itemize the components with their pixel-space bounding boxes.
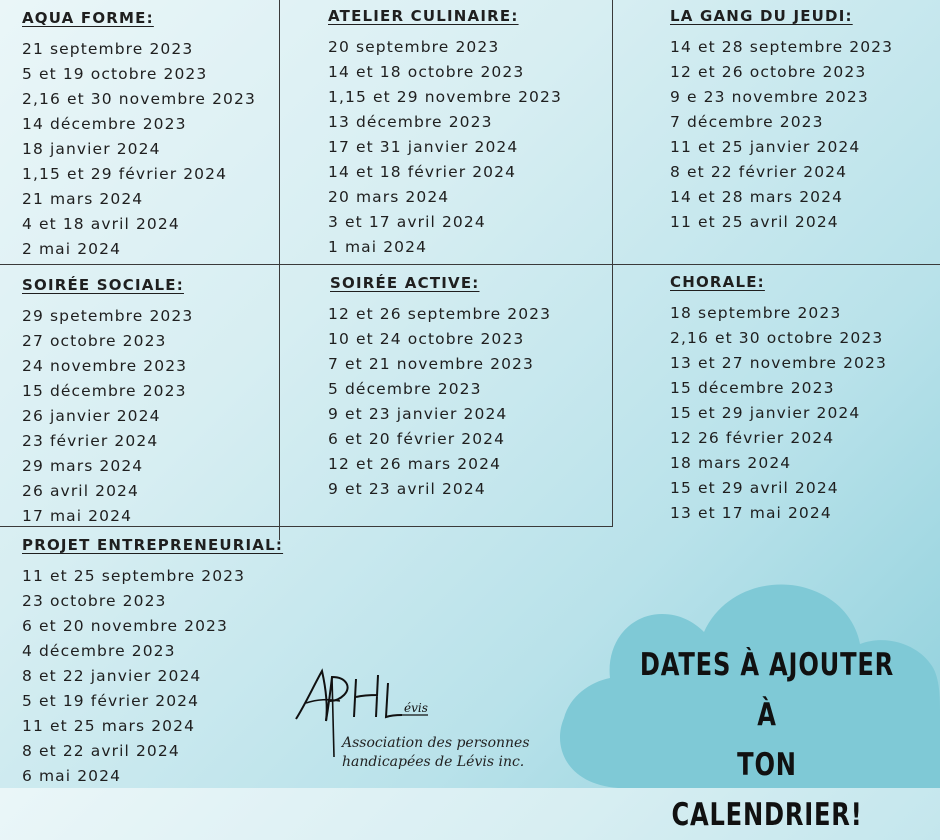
section-title: PROJET ENTREPRENEURIAL:: [22, 536, 284, 554]
date-item: 6 mai 2024: [22, 767, 122, 785]
section-soiree-sociale: [22, 276, 193, 529]
section-title: SOIRÉE ACTIVE:: [330, 274, 480, 292]
date-item: 2,16 et 30 octobre 2023: [670, 329, 884, 347]
date-item: 13 et 17 mai 2024: [670, 504, 832, 522]
date-item: 9 et 23 janvier 2024: [328, 405, 508, 423]
section-title: SOIRÉE SOCIALE:: [22, 276, 184, 294]
section-aqua-forme: [22, 9, 256, 262]
callout-text: [638, 640, 895, 840]
date-item: 20 septembre 2023: [328, 38, 500, 56]
date-item: 13 et 27 novembre 2023: [670, 354, 887, 372]
date-list: [328, 35, 562, 260]
date-item: 12 et 26 mars 2024: [328, 455, 502, 473]
date-item: 15 décembre 2023: [22, 382, 187, 400]
date-item: 7 décembre 2023: [670, 113, 824, 131]
section-title: ATELIER CULINAIRE:: [328, 7, 519, 25]
logo-caption: [342, 734, 530, 772]
date-item: 17 mai 2024: [22, 507, 133, 525]
date-item: 21 mars 2024: [22, 190, 144, 208]
date-item: 8 et 22 janvier 2024: [22, 667, 202, 685]
date-item: 15 et 29 janvier 2024: [670, 404, 861, 422]
divider-vertical-right: [612, 0, 613, 526]
date-item: 3 et 17 avril 2024: [328, 213, 486, 231]
date-item: 14 et 18 février 2024: [328, 163, 517, 181]
section-title: CHORALE:: [670, 273, 765, 291]
date-item: 7 et 21 novembre 2023: [328, 355, 534, 373]
date-item: 15 et 29 avril 2024: [670, 479, 839, 497]
date-item: 27 octobre 2023: [22, 332, 167, 350]
logo-line-1: Association des personnes: [342, 735, 530, 751]
date-item: 2,16 et 30 novembre 2023: [22, 90, 256, 108]
date-item: 11 et 25 septembre 2023: [22, 567, 246, 585]
date-list: [22, 304, 193, 529]
date-item: 5 décembre 2023: [328, 380, 482, 398]
date-item: 1,15 et 29 février 2024: [22, 165, 228, 183]
date-item: 21 septembre 2023: [22, 40, 194, 58]
divider-horizontal-top: [0, 264, 940, 265]
date-item: 23 février 2024: [22, 432, 159, 450]
date-item: 15 décembre 2023: [670, 379, 835, 397]
section-projet-entrepreneurial: [22, 536, 283, 789]
date-item: 17 et 31 janvier 2024: [328, 138, 519, 156]
date-item: 5 et 19 octobre 2023: [22, 65, 208, 83]
date-item: 1,15 et 29 novembre 2023: [328, 88, 562, 106]
date-item: 9 e 23 novembre 2023: [670, 88, 869, 106]
date-item: 24 novembre 2023: [22, 357, 188, 375]
date-item: 4 et 18 avril 2024: [22, 215, 180, 233]
date-item: 14 décembre 2023: [22, 115, 187, 133]
date-item: 8 et 22 avril 2024: [22, 742, 180, 760]
date-item: 26 avril 2024: [22, 482, 139, 500]
section-gang-du-jeudi: [670, 7, 893, 235]
date-item: 29 mars 2024: [22, 457, 144, 475]
callout-line-2: TON CALENDRIER!: [671, 747, 863, 833]
date-item: 29 spetembre 2023: [22, 307, 194, 325]
date-item: 6 et 20 novembre 2023: [22, 617, 228, 635]
date-item: 2 mai 2024: [22, 240, 122, 258]
section-atelier-culinaire: [328, 7, 562, 260]
date-item: 1 mai 2024: [328, 238, 428, 256]
date-item: 18 janvier 2024: [22, 140, 161, 158]
date-item: 11 et 25 mars 2024: [22, 717, 196, 735]
logo-evis: évis: [404, 701, 428, 715]
callout-line-1: DATES À AJOUTER À: [639, 647, 895, 733]
date-list: [22, 37, 256, 262]
date-item: 12 et 26 septembre 2023: [328, 305, 552, 323]
logo-line-2: handicapées de Lévis inc.: [342, 754, 525, 770]
date-list: [670, 301, 887, 526]
section-title: LA GANG DU JEUDI:: [670, 7, 853, 25]
date-item: 14 et 28 septembre 2023: [670, 38, 894, 56]
date-item: 5 et 19 février 2024: [22, 692, 200, 710]
divider-vertical-left: [279, 0, 280, 526]
date-item: 13 décembre 2023: [328, 113, 493, 131]
date-item: 26 janvier 2024: [22, 407, 161, 425]
date-item: 4 décembre 2023: [22, 642, 176, 660]
date-list: [670, 35, 893, 235]
date-item: 23 octobre 2023: [22, 592, 167, 610]
date-item: 6 et 20 février 2024: [328, 430, 506, 448]
section-soiree-active: [330, 274, 551, 502]
date-item: 10 et 24 octobre 2023: [328, 330, 525, 348]
date-list: [328, 302, 551, 502]
date-item: 12 26 février 2024: [670, 429, 835, 447]
date-item: 18 septembre 2023: [670, 304, 842, 322]
date-item: 18 mars 2024: [670, 454, 792, 472]
date-item: 20 mars 2024: [328, 188, 450, 206]
date-list: [22, 564, 283, 789]
date-item: 12 et 26 octobre 2023: [670, 63, 867, 81]
date-item: 14 et 18 octobre 2023: [328, 63, 525, 81]
date-item: 8 et 22 février 2024: [670, 163, 848, 181]
date-item: 14 et 28 mars 2024: [670, 188, 844, 206]
section-title: AQUA FORME:: [22, 9, 154, 27]
date-item: 11 et 25 avril 2024: [670, 213, 839, 231]
date-item: 9 et 23 avril 2024: [328, 480, 486, 498]
section-chorale: [670, 273, 887, 526]
date-item: 11 et 25 janvier 2024: [670, 138, 861, 156]
